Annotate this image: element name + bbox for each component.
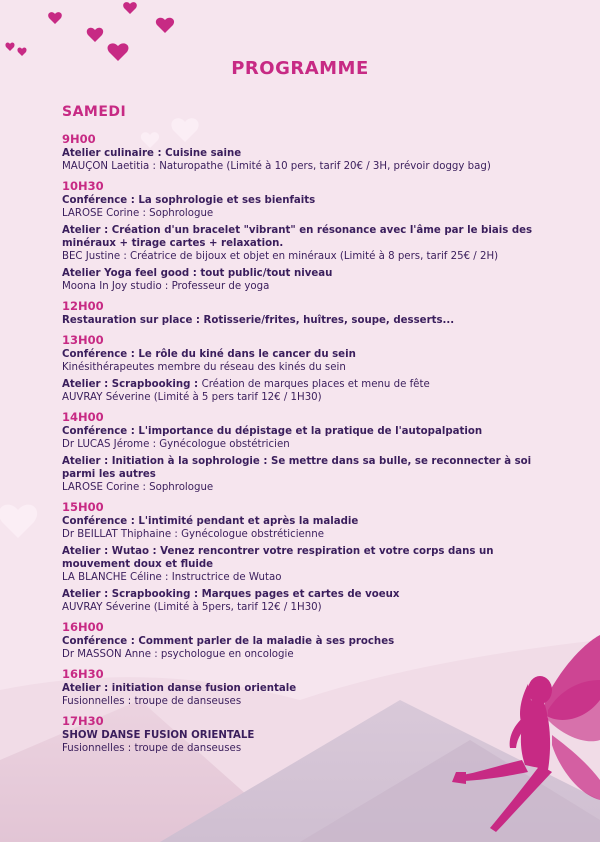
event-title: Conférence : Le rôle du kiné dans le cancer du sein <box>62 349 356 360</box>
event-speaker: LAROSE Corine : Sophrologue <box>62 482 214 493</box>
event-title <box>62 378 562 391</box>
event-title: Conférence : L'intimité pendant et après la maladie <box>62 516 359 527</box>
slot-time: 17H30 <box>62 714 104 728</box>
event-speaker: BEC Justine : Créatrice de bijoux et objet en minéraux (Limité à 8 pers, tarif 25€ / 2H) <box>62 251 499 262</box>
event-speaker: AUVRAY Séverine (Limité à 5pers, tarif 12€ / 1H30) <box>62 602 322 613</box>
event-speaker: Fusionnelles : troupe de danseuses <box>62 743 242 754</box>
event-speaker: AUVRAY Séverine (Limité à 5 pers tarif 12€ / 1H30) <box>62 392 322 403</box>
time-slot <box>62 132 562 173</box>
event-title: Conférence : Comment parler de la maladie à ses proches <box>62 636 395 647</box>
event-item <box>62 515 562 541</box>
slot-time: 16H00 <box>62 620 104 634</box>
time-slot <box>62 500 562 614</box>
event-speaker: Dr LUCAS Jérome : Gynécologue obstétricien <box>62 439 290 450</box>
heart-icon <box>5 43 14 51</box>
event-speaker: LAROSE Corine : Sophrologue <box>62 208 214 219</box>
hearts-cluster <box>5 2 174 61</box>
time-slot <box>62 620 562 661</box>
page-title: PROGRAMME <box>231 58 369 79</box>
slot-time: 9H00 <box>62 132 96 146</box>
event-item <box>62 224 562 263</box>
event-title: Atelier : Initiation à la sophrologie : Se mettre dans sa bulle, se reconnecter à soi parmi les autres <box>62 456 532 480</box>
event-title: Atelier : Création d'un bracelet "vibrant" en résonance avec l'âme par le biais des minéraux + tirage cartes + relaxation. <box>62 225 533 249</box>
heart-icon <box>48 12 62 24</box>
faint-heart-icon <box>0 505 37 538</box>
heart-icon <box>156 18 174 33</box>
event-item <box>62 378 562 404</box>
time-slot <box>62 179 562 293</box>
event-item <box>62 348 562 374</box>
event-item <box>62 545 562 584</box>
heart-icon <box>87 28 103 42</box>
time-slot <box>62 410 562 494</box>
event-title: Restauration sur place : Rotisserie/frites, huîtres, soupe, desserts... <box>62 315 455 326</box>
slot-time: 10H30 <box>62 179 104 193</box>
event-speaker: Kinésithérapeutes membre du réseau des kinés du sein <box>62 362 346 373</box>
event-item <box>62 682 562 708</box>
event-item <box>62 267 562 293</box>
event-title: Atelier : initiation danse fusion orientale <box>62 683 297 694</box>
event-title: Atelier : Wutao : Venez rencontrer votre respiration et votre corps dans un mouvement doux et fluide <box>62 546 494 570</box>
event-speaker: MAUÇON Laetitia : Naturopathe (Limité à 10 pers, tarif 20€ / 3H, prévoir doggy bag) <box>62 161 491 172</box>
event-speaker: Dr MASSON Anne : psychologue en oncologie <box>62 649 294 660</box>
event-speaker: LA BLANCHE Céline : Instructrice de Wutao <box>62 572 282 583</box>
event-title: Atelier : Scrapbooking : Marques pages et cartes de voeux <box>62 589 400 600</box>
event-item <box>62 729 562 755</box>
event-item <box>62 147 562 173</box>
event-speaker: Dr BEILLAT Thiphaine : Gynécologue obstréticienne <box>62 529 324 540</box>
slot-time: 13H00 <box>62 333 104 347</box>
time-slot <box>62 667 562 708</box>
event-item <box>62 314 562 327</box>
event-item <box>62 588 562 614</box>
event-item <box>62 194 562 220</box>
event-title: Conférence : La sophrologie et ses bienfaits <box>62 195 316 206</box>
event-title: Conférence : L'importance du dépistage et la pratique de l'autopalpation <box>62 426 483 437</box>
event-description: Création de marques places et menu de fête <box>201 379 430 390</box>
event-label: Atelier : Scrapbooking : <box>62 379 202 390</box>
event-title: SHOW DANSE FUSION ORIENTALE <box>62 730 255 741</box>
event-speaker: Moona In Joy studio : Professeur de yoga <box>62 281 270 292</box>
program-list <box>62 132 562 761</box>
event-item <box>62 455 562 494</box>
heart-icon <box>123 2 137 14</box>
event-title: Atelier culinaire : Cuisine saine <box>62 148 242 159</box>
event-item <box>62 635 562 661</box>
slot-time: 16H30 <box>62 667 104 681</box>
time-slot <box>62 333 562 404</box>
event-title: Atelier Yoga feel good : tout public/tout niveau <box>62 268 333 279</box>
slot-time: 15H00 <box>62 500 104 514</box>
event-item <box>62 425 562 451</box>
time-slot <box>62 299 562 327</box>
event-speaker: Fusionnelles : troupe de danseuses <box>62 696 242 707</box>
day-heading: SAMEDI <box>62 104 127 120</box>
slot-time: 12H00 <box>62 299 104 313</box>
heart-icon <box>17 48 26 56</box>
slot-time: 14H00 <box>62 410 104 424</box>
time-slot <box>62 714 562 755</box>
